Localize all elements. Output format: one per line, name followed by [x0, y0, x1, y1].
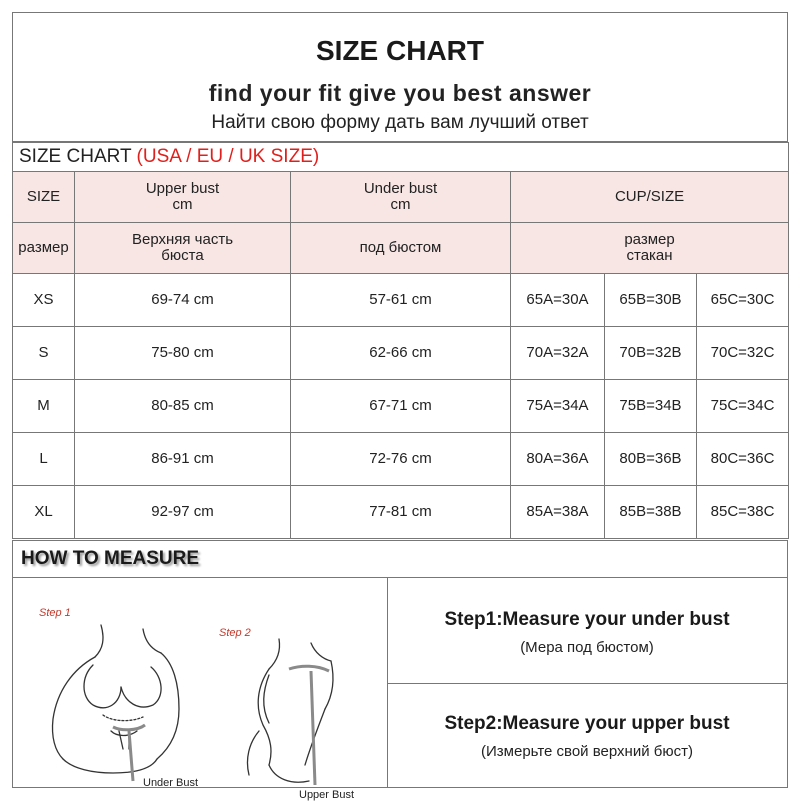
cell-under-bust: 72-76 cm: [291, 433, 511, 486]
cell-size: XS: [13, 274, 75, 327]
header-upper-bust-label: Upper bust: [145, 180, 220, 197]
cell-cup-c: 85C=38C: [697, 486, 789, 539]
cell-size: S: [13, 327, 75, 380]
header-under-bust: [291, 172, 511, 223]
table-row: [13, 274, 789, 327]
cell-cup-a: 80A=36A: [511, 433, 605, 486]
cell-cup-b: 75B=34B: [605, 380, 697, 433]
header-upper-bust-ru-line2: бюста: [161, 247, 204, 264]
subtitle-english: find your fit give you best answer: [208, 80, 592, 106]
cell-cup-b: 85B=38B: [605, 486, 697, 539]
cell-cup-a: 85A=38A: [511, 486, 605, 539]
cell-cup-a: 75A=34A: [511, 380, 605, 433]
measure-steps: [387, 577, 787, 787]
cell-size: M: [13, 380, 75, 433]
header-under-bust-unit: cm: [390, 196, 411, 213]
cell-cup-c: 70C=32C: [697, 327, 789, 380]
table-row: [13, 380, 789, 433]
table-header-russian: [13, 223, 789, 274]
header-cup-ru-line2: стакан: [626, 247, 673, 264]
subtitle-russian: Найти свою форму дать вам лучший ответ: [211, 112, 589, 133]
cell-size: XL: [13, 486, 75, 539]
step2-subtitle: (Измерьте свой верхний бюст): [481, 743, 693, 760]
header-cup-size: CUP/SIZE: [511, 172, 789, 223]
figure2-step-label: Step 2: [219, 627, 251, 639]
step1-subtitle: (Мера под бюстом): [520, 639, 654, 656]
header-size: SIZE: [13, 172, 75, 223]
cell-upper-bust: 86-91 cm: [75, 433, 291, 486]
table-header-english: [13, 172, 789, 223]
measure-illustrations: [13, 577, 388, 801]
table-caption-prefix: SIZE CHART: [19, 146, 132, 167]
header-under-bust-label: Under bust: [363, 180, 438, 197]
table-row: [13, 327, 789, 380]
table-caption-region: (USA / EU / UK SIZE): [136, 146, 320, 167]
cell-under-bust: 67-71 cm: [291, 380, 511, 433]
steps-divider: [387, 683, 787, 684]
header-panel: [12, 12, 788, 142]
cell-under-bust: 77-81 cm: [291, 486, 511, 539]
cell-size: L: [13, 433, 75, 486]
cell-cup-c: 65C=30C: [697, 274, 789, 327]
cell-cup-b: 70B=32B: [605, 327, 697, 380]
header-upper-bust-ru: [75, 223, 291, 274]
header-size-ru: размер: [13, 223, 75, 274]
cell-under-bust: 57-61 cm: [291, 274, 511, 327]
cell-upper-bust: 80-85 cm: [75, 380, 291, 433]
cell-upper-bust: 75-80 cm: [75, 327, 291, 380]
how-to-measure-panel: [12, 540, 788, 801]
page-title: SIZE CHART: [316, 35, 484, 66]
header-upper-bust-ru-line1: Верхняя часть: [131, 231, 234, 248]
size-chart-table: [12, 142, 789, 539]
how-to-measure-heading: HOW TO MEASURE: [21, 548, 200, 569]
cell-cup-a: 65A=30A: [511, 274, 605, 327]
figure2-upper-bust-label: Upper Bust: [299, 789, 355, 801]
header-cup-ru: [511, 223, 789, 274]
cell-cup-a: 70A=32A: [511, 327, 605, 380]
underbust-figure-illustration: [33, 619, 213, 789]
cell-upper-bust: 92-97 cm: [75, 486, 291, 539]
step2-title: Step2:Measure your upper bust: [444, 713, 730, 734]
header-under-bust-ru: под бюстом: [291, 223, 511, 274]
table-row: [13, 433, 789, 486]
figure1-step-label: Step 1: [39, 607, 71, 619]
cell-upper-bust: 69-74 cm: [75, 274, 291, 327]
cell-cup-c: 75C=34C: [697, 380, 789, 433]
figure1-under-bust-label: Under Bust: [143, 777, 199, 789]
table-caption: [13, 143, 789, 172]
step1-title: Step1:Measure your under bust: [444, 609, 730, 630]
header-upper-bust-unit: cm: [172, 196, 193, 213]
cell-under-bust: 62-66 cm: [291, 327, 511, 380]
header-upper-bust: [75, 172, 291, 223]
how-to-measure-header: [13, 541, 787, 578]
cell-cup-b: 65B=30B: [605, 274, 697, 327]
upperbust-figure-illustration: [219, 635, 379, 805]
cell-cup-b: 80B=36B: [605, 433, 697, 486]
header-cup-ru-line1: размер: [624, 231, 675, 248]
table-row: [13, 486, 789, 539]
cell-cup-c: 80C=36C: [697, 433, 789, 486]
